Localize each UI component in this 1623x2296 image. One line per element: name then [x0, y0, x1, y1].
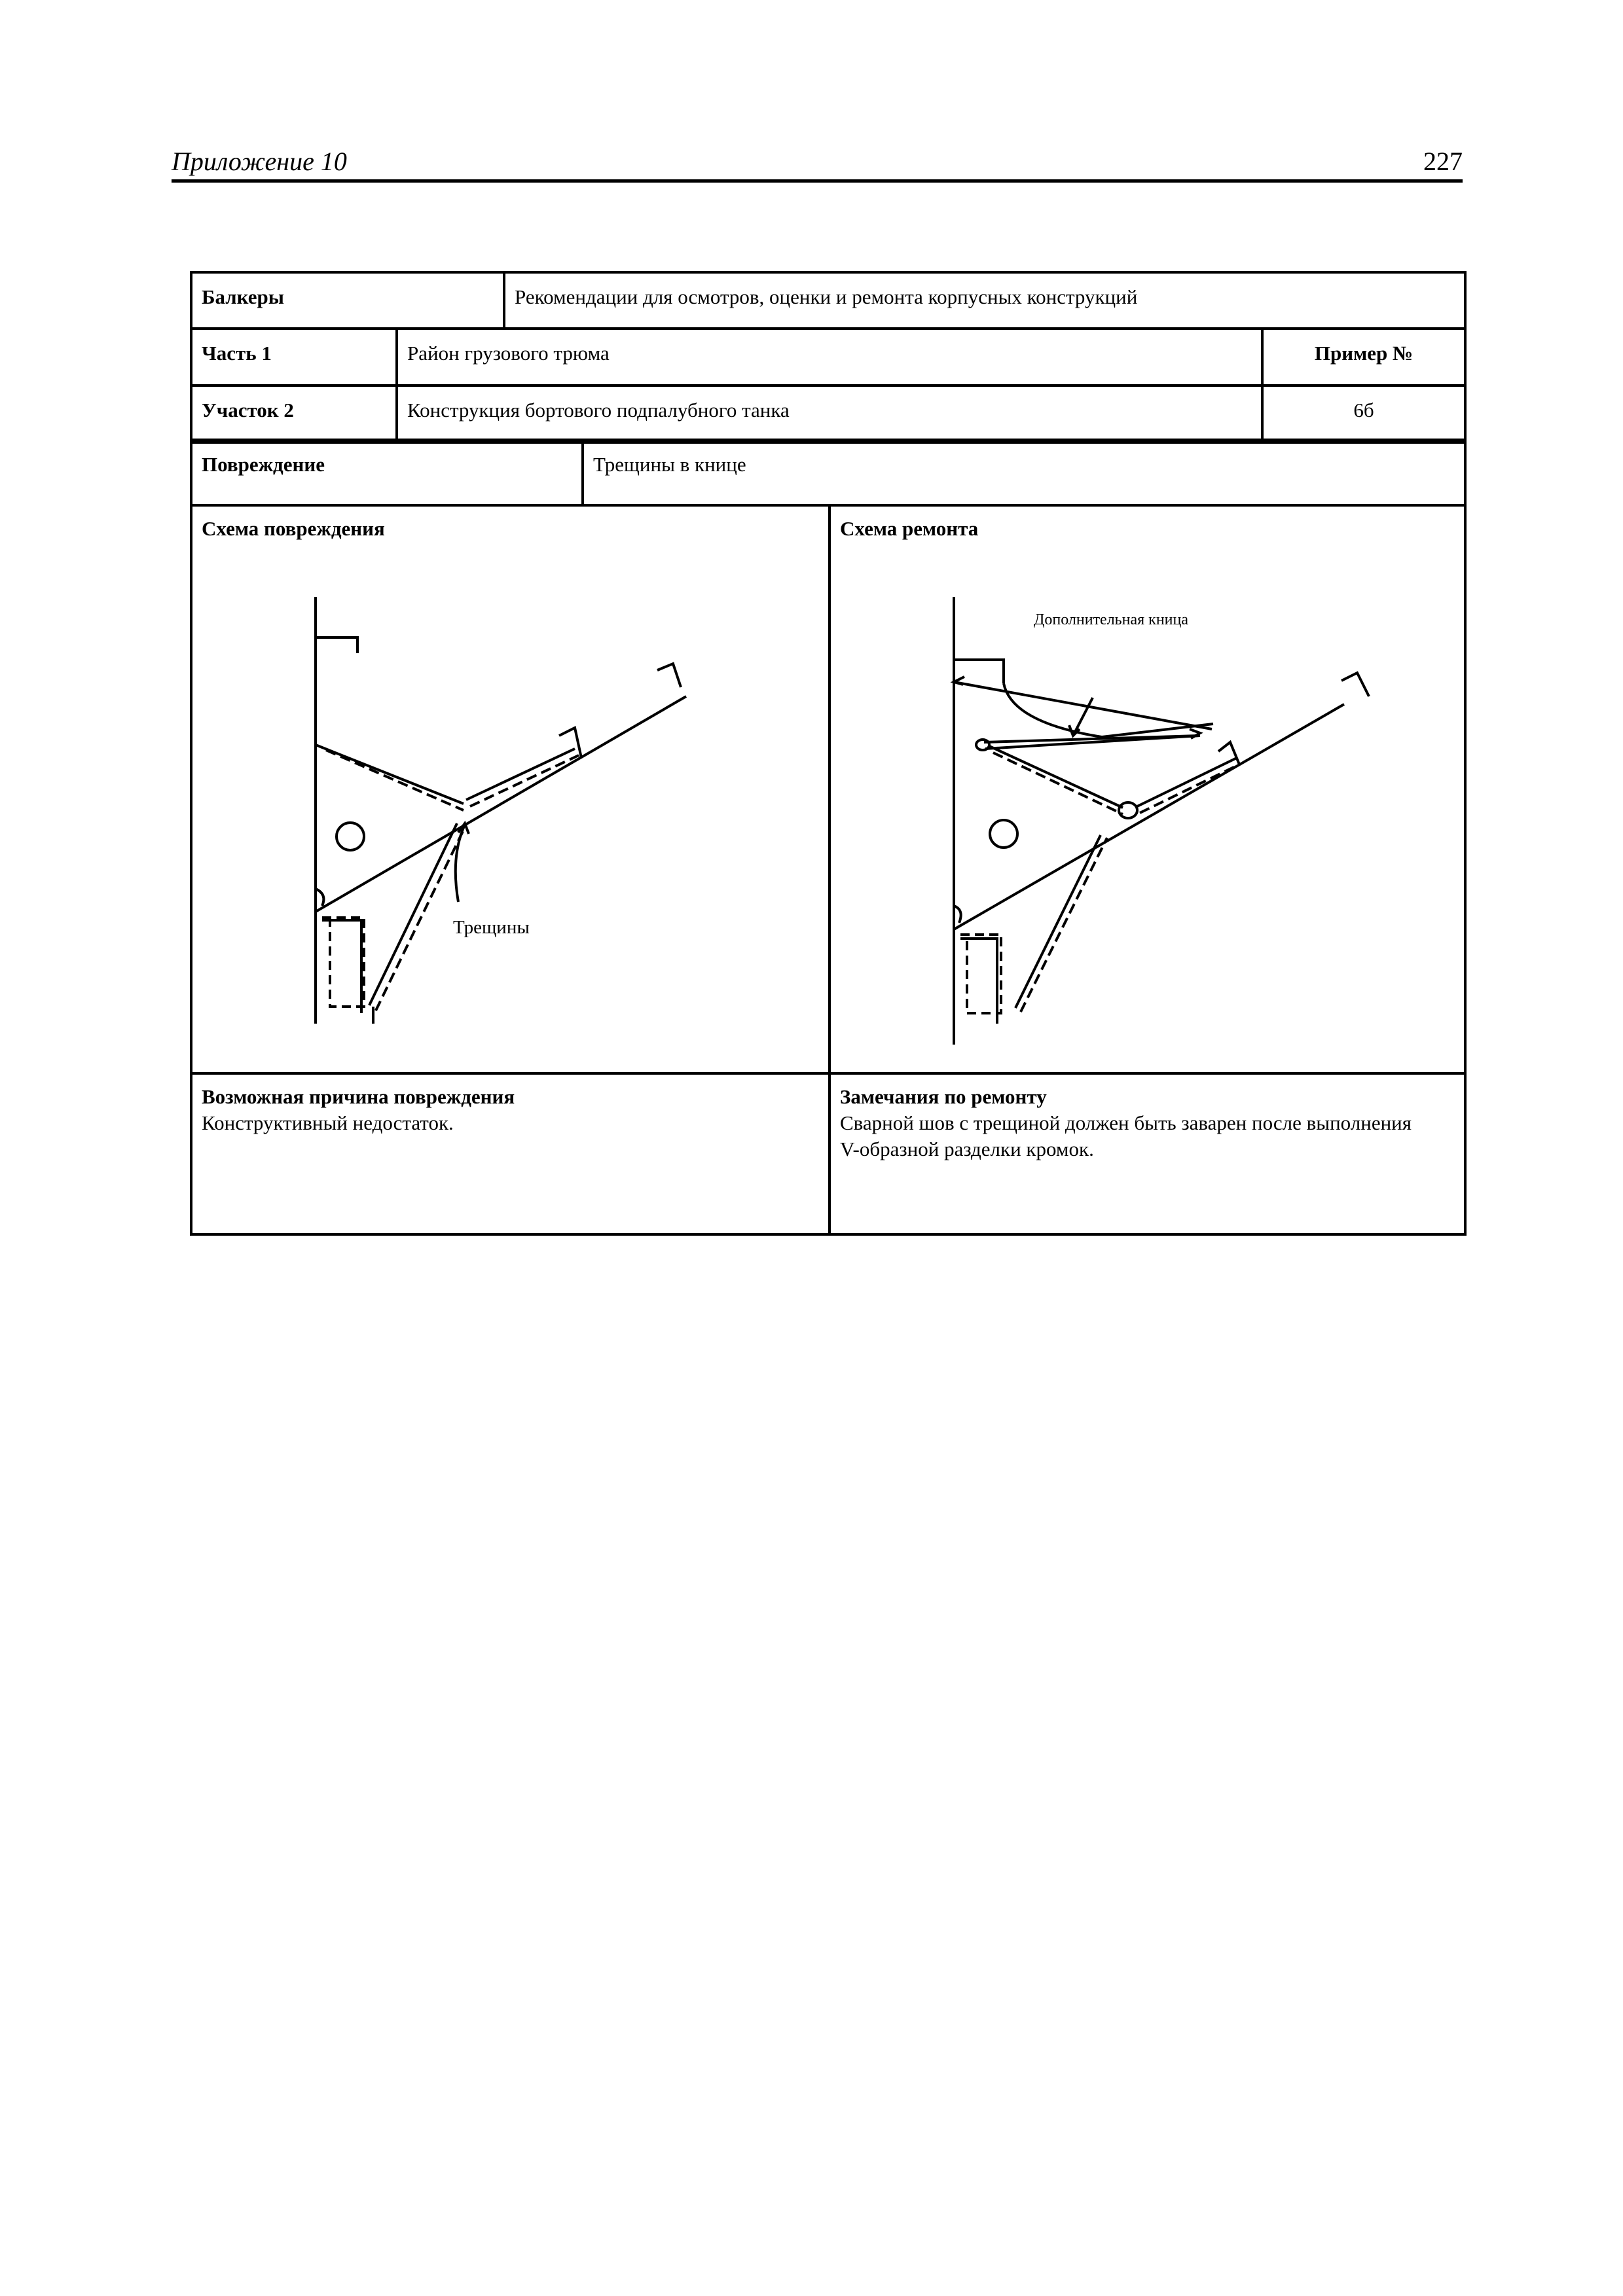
example-number: 6б — [1262, 386, 1465, 442]
example-label: Пример № — [1262, 329, 1465, 386]
row-category — [190, 271, 1467, 330]
page-header — [172, 143, 1463, 183]
remarks-line-2: V-образной разделки кромок. — [840, 1138, 1094, 1160]
remarks-line-1: Сварной шов с трещиной должен быть заварен после выполнения — [840, 1111, 1412, 1134]
remarks-title: Замечания по ремонту — [840, 1085, 1047, 1108]
appendix-title: Приложение 10 — [172, 147, 347, 176]
damage-value: Трещины в книце — [583, 440, 1465, 505]
damage-scheme-drawing — [202, 542, 817, 1059]
cause-text: Конструктивный недостаток. — [202, 1111, 454, 1134]
description-cell: Рекомендации для осмотров, оценки и ремонта корпусных конструкций — [504, 272, 1465, 329]
section-value: Конструкция бортового подпалубного танка — [397, 386, 1262, 442]
damage-scheme-title: Схема повреждения — [202, 517, 385, 540]
cracks-label: Трещины — [453, 917, 530, 938]
rows-part-section — [190, 327, 1467, 444]
remarks-cell — [830, 1073, 1465, 1234]
section-label: Участок 2 — [191, 386, 397, 442]
additional-bracket-label: Дополнительная кница — [1034, 611, 1189, 628]
damage-label: Повреждение — [191, 440, 583, 505]
repair-scheme-drawing — [840, 542, 1455, 1059]
cause-title: Возможная причина повреждения — [202, 1085, 515, 1108]
repair-scheme-title: Схема ремонта — [840, 517, 979, 540]
part-label: Часть 1 — [191, 329, 397, 386]
repair-scheme-cell — [830, 505, 1465, 1073]
category-cell: Балкеры — [191, 272, 504, 329]
damage-scheme-cell — [191, 505, 830, 1073]
cause-cell — [191, 1073, 830, 1234]
part-value: Район грузового трюма — [397, 329, 1262, 386]
schemes-table — [190, 504, 1467, 1236]
row-damage — [190, 439, 1467, 507]
page-number: 227 — [1423, 147, 1463, 176]
